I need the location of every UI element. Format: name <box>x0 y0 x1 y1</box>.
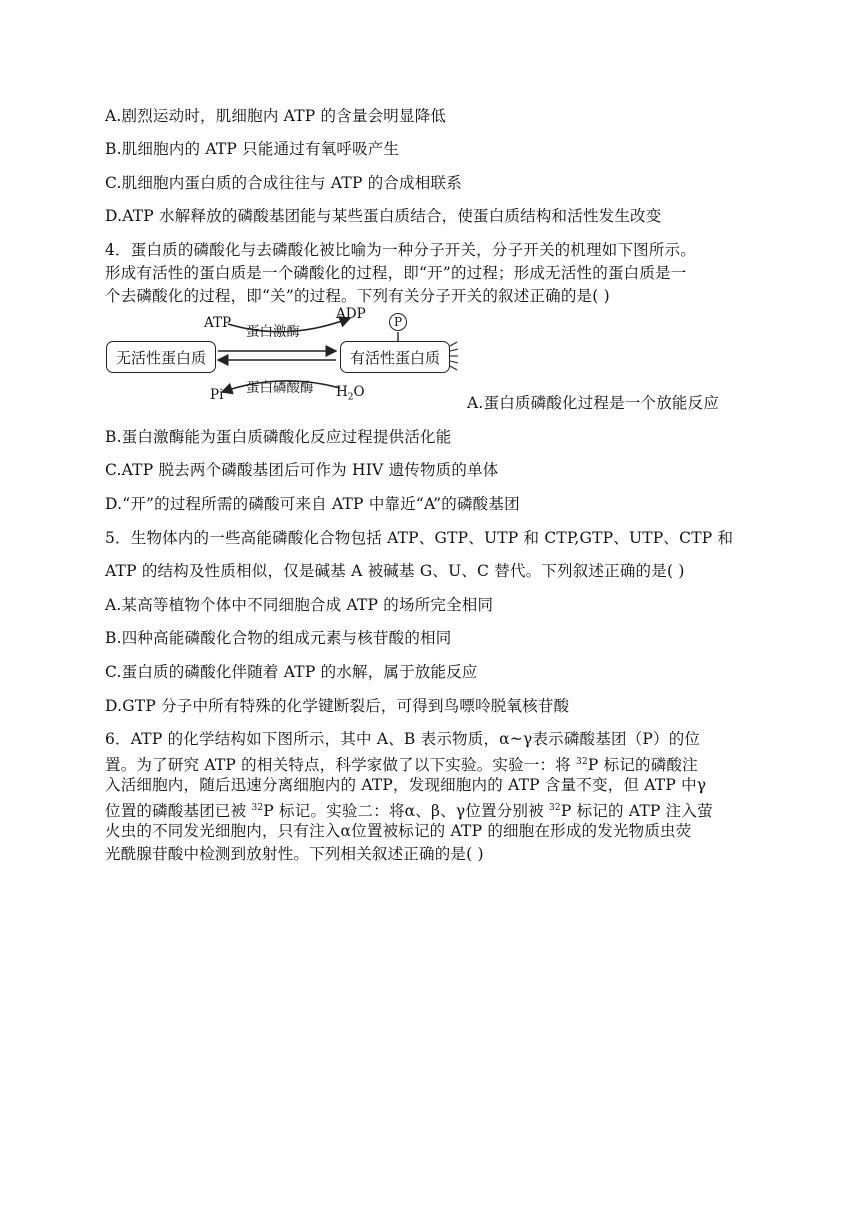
molecular-switch-diagram <box>100 306 470 408</box>
q6-stem-line-5: 火虫的不同发光细胞内，只有注入α位置被标记的 ATP 的细胞在形成的发光物质虫荧 <box>105 822 692 840</box>
q5-stem-line-1: 5．生物体内的一些高能磷酸化合物包括 ATP、GTP、UTP 和 CTP,GTP、UTP、CTP 和 <box>105 529 734 547</box>
q4-option-c: C.ATP 脱去两个磷酸基团后可作为 HIV 遗传物质的单体 <box>105 461 499 479</box>
q4-option-b: B.蛋白激酶能为蛋白质磷酸化反应过程提供活化能 <box>105 428 452 446</box>
q5-stem-line-2: ATP 的结构及性质相似，仅是碱基 A 被碱基 G、U、C 替代。下列叙述正确的是( ) <box>105 562 685 580</box>
h2o-label: $H_2O$ <box>336 384 365 403</box>
q4-stem-line-2: 形成有活性的蛋白质是一个磷酸化的过程，即“开”的过程；形成无活性的蛋白质是一 <box>105 264 687 282</box>
inactive-protein-box: 无活性蛋白质 <box>106 341 216 373</box>
q5-option-c: C.蛋白质的磷酸化伴随着 ATP 的水解，属于放能反应 <box>105 663 478 681</box>
q6-stem-line-4: 位置的磷酸基团已被 $^{32}$P 标记。实验二：将α、β、γ位置分别被 $^{32}$P 标记的 ATP 注入萤 <box>105 802 713 820</box>
q4-stem-line-1: 4．蛋白质的磷酸化与去磷酸化被比喻为一种分子开关，分子开关的机理如下图所示。 <box>105 241 696 259</box>
kinase-label: 蛋白激酶 <box>246 324 300 340</box>
q3-option-b: B.肌细胞内的 ATP 只能通过有氧呼吸产生 <box>105 140 400 158</box>
q3-option-d: D.ATP 水解释放的磷酸基团能与某些蛋白质结合，使蛋白质结构和活性发生改变 <box>105 207 662 225</box>
q3-option-a: A.剧烈运动时，肌细胞内 ATP 的含量会明显降低 <box>105 107 447 125</box>
phosphate-circle: P <box>389 313 407 331</box>
q4-stem-line-3: 个去磷酸化的过程，即“关”的过程。下列有关分子开关的叙述正确的是( ) <box>105 287 610 305</box>
adp-label: ADP <box>336 306 366 322</box>
q4-option-a: A.蛋白质磷酸化过程是一个放能反应 <box>467 394 720 412</box>
q6-stem-line-3: 入活细胞内，随后迅速分离细胞内的 ATP，发现细胞内的 ATP 含量不变，但 ATP 中γ <box>105 776 707 794</box>
q4-option-d: D.“开”的过程所需的磷酸可来自 ATP 中靠近“A”的磷酸基团 <box>105 495 520 513</box>
atp-label: ATP <box>204 315 232 331</box>
active-protein-box: 有活性蛋白质 <box>340 341 450 373</box>
q6-stem-line-1: 6．ATP 的化学结构如下图所示，其中 A、B 表示物质，α~γ表示磷酸基团（P）的位 <box>105 730 701 748</box>
q6-stem-line-6: 光酰腺苷酸中检测到放射性。下列相关叙述正确的是( ) <box>105 845 484 863</box>
q5-option-d: D.GTP 分子中所有特殊的化学键断裂后，可得到鸟嘌呤脱氧核苷酸 <box>105 697 570 715</box>
pi-label: Pi <box>210 387 224 403</box>
q5-option-a: A.某高等植物个体中不同细胞合成 ATP 的场所完全相同 <box>105 596 494 614</box>
activity-lines <box>450 342 458 370</box>
q3-option-c: C.肌细胞内蛋白质的合成往往与 ATP 的合成相联系 <box>105 174 462 192</box>
phosphatase-label: 蛋白磷酸酶 <box>246 380 314 396</box>
q6-stem-line-2: 置。为了研究 ATP 的相关特点，科学家做了以下实验。实验一：将 $^{32}$P 标记的磷酸注 <box>105 756 698 774</box>
q5-option-b: B.四种高能磷酸化合物的组成元素与核苷酸的相同 <box>105 629 452 647</box>
